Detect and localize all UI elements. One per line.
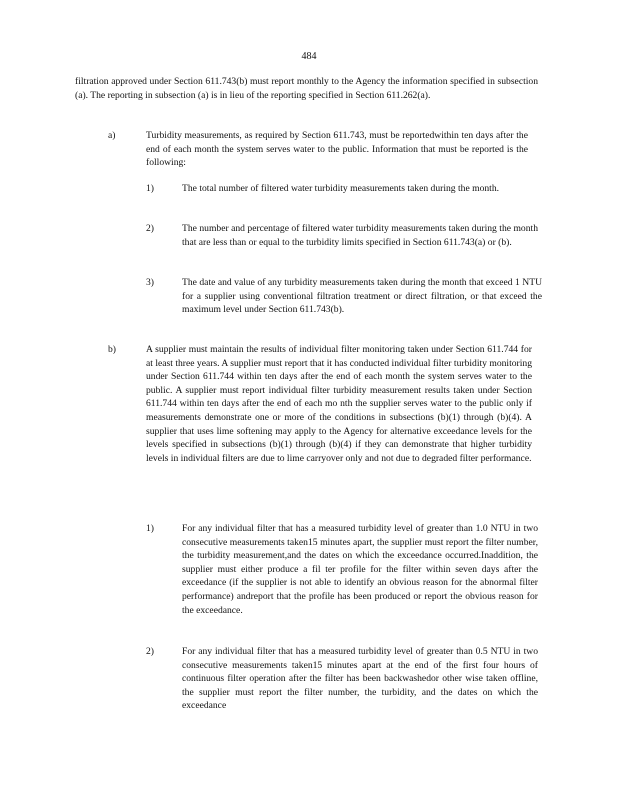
subsection-b-text: A supplier must maintain the results of individual filter monitoring taken under Section 611.744 for at least three years. A supplier must report that it has conducted individual filter turbidity monitoring under Section 611.744 within ten days after the end of each month the system serves water to the public. A supplier must report individual filter turbidity measurement results taken under Section 611.744 within ten days after the end of each mo nth the supplier serves water to the public only if measurements demonstrate one or more of the conditions in subsections (b)(1) through (b)(4). A supplier that uses lime softening may apply to the Agency for alternative exceedance levels for the levels specified in subsections (b)(1) through (b)(4) if they can demonstrate that higher turbidity levels in individual filters are due to lime carryover only and not due to degraded filter performance. [146,344,532,464]
subsection-a-item-1-label: 1) [146,183,154,194]
subsection-a-item-3-text: The date and value of any turbidity measurements taken during the month that exceed 1 NTU for a supplier using conventional filtration treatment or direct filtration, or that exceed the maximum level under Section 611.743(b). [182,277,542,316]
page-number: 484 [301,51,317,62]
subsection-b-item-2-label: 2) [146,646,154,657]
subsection-a-item-3-label: 3) [146,277,154,288]
subsection-b-item-1-label: 1) [146,523,154,534]
subsection-b-item-1-text: For any individual filter that has a measured turbidity level of greater than 1.0 NTU in two consecutive measurements taken15 minutes apart, the supplier must report the filter number, the turbidity measurement,and the dates on which the exceedance occurred.Inaddition, the supplier must either produce a fil ter profile for the filter within seven days after the exceedance (if the supplier is not able to identify an obvious reason for the abnormal filter performance) andreport that the profile has been produced or report the obvious reason for the exceedance. [182,523,538,616]
subsection-a-item-2-label: 2) [146,223,154,234]
subsection-a-label: a) [108,130,116,141]
intro-paragraph: filtration approved under Section 611.743(b) must report monthly to the Agency the information specified in subsection (a). The reporting in subsection (a) is in lieu of the reporting specified in Section 611.262(a). [75,76,538,101]
subsection-a-item-2-text: The number and percentage of filtered water turbidity measurements taken during the month that are less than or equal to the turbidity limits specified in Section 611.743(a) or (b). [182,223,538,248]
subsection-b-item-2-text: For any individual filter that has a measured turbidity level of greater than 0.5 NTU in two consecutive measurements taken15 minutes apart at the end of the first four hours of continuous filter operation after the filter has been backwashedor other wise taken offline, the supplier must report the filter number, the turbidity, and the dates on which the exceedance [182,646,538,712]
subsection-a-item-1-text: The total number of filtered water turbidity measurements taken during the month. [182,183,500,194]
subsection-b-label: b) [108,344,116,355]
subsection-a-text: Turbidity measurements, as required by Section 611.743, must be reportedwithin ten days after the end of each month the system serves water to the public. Information that must be reported is the following: [146,130,528,169]
